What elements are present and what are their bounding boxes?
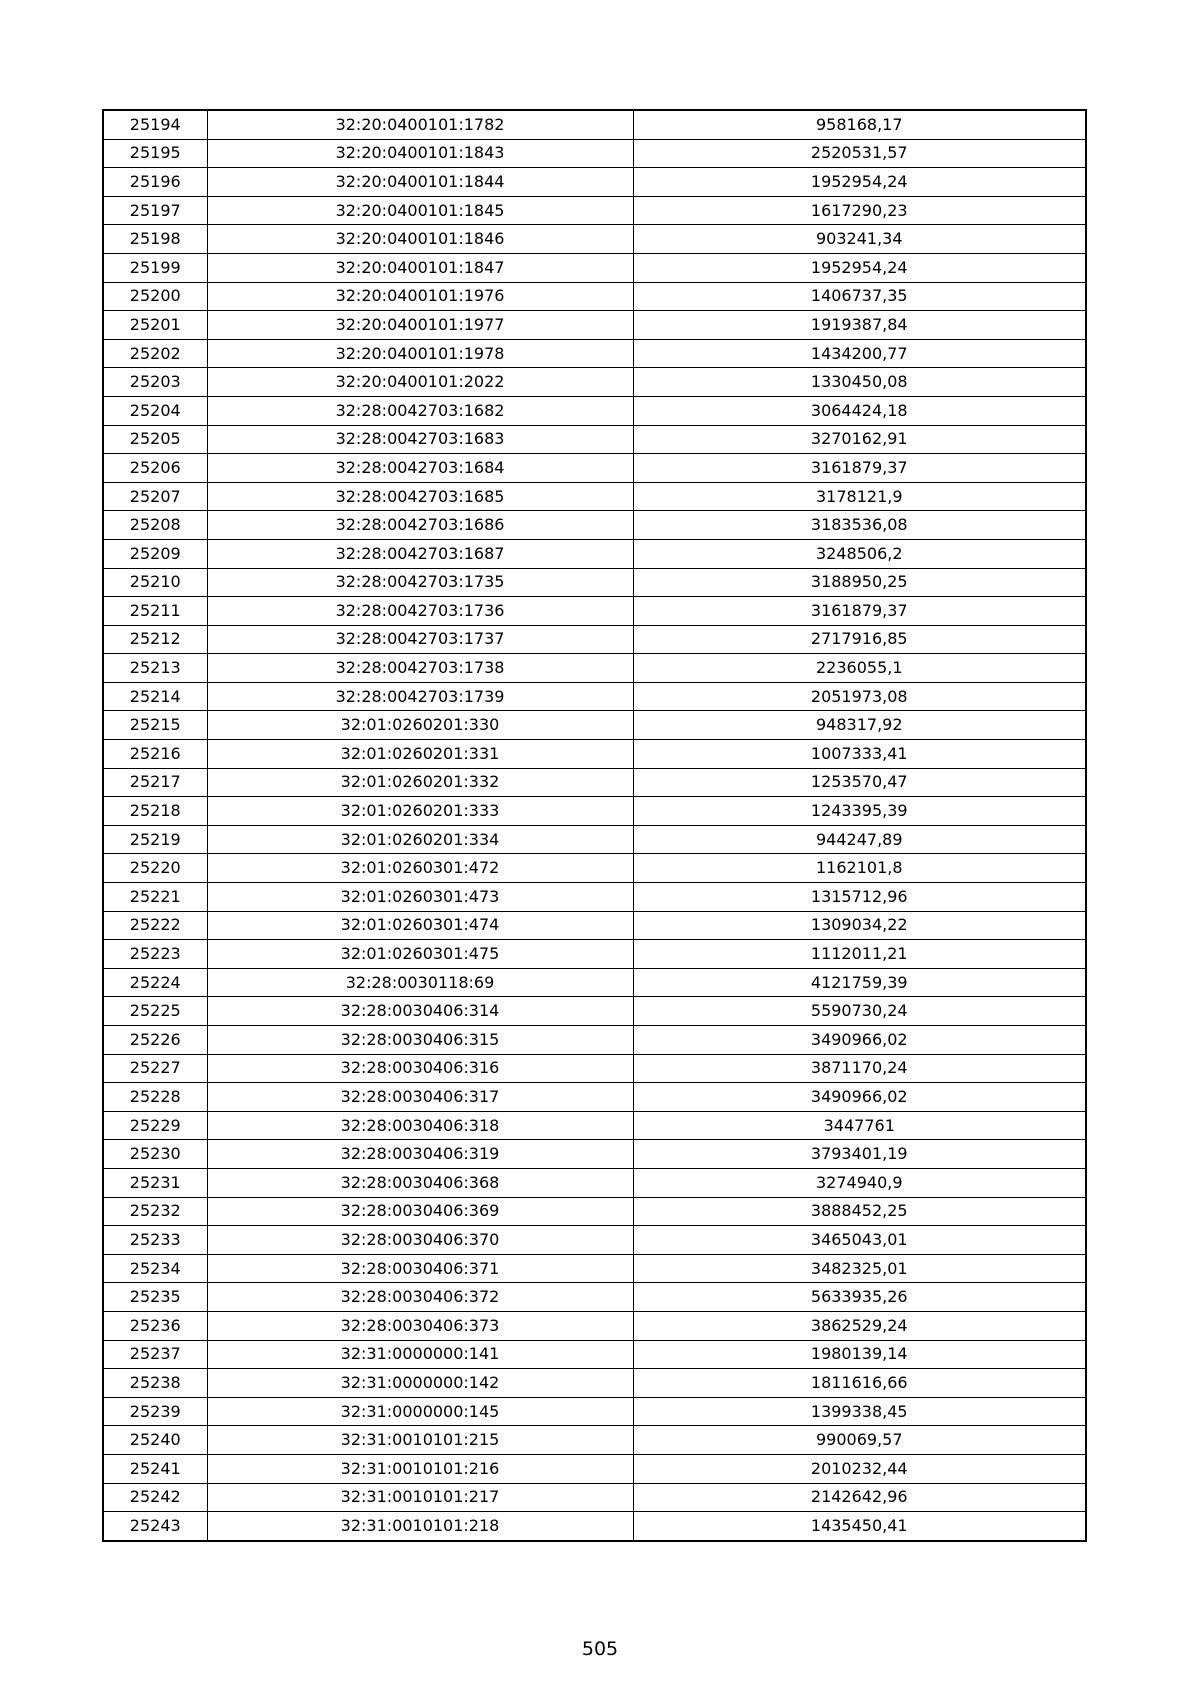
cadastral-value-cell: 1811616,66 <box>633 1369 1086 1398</box>
cadastral-value-cell: 3178121,9 <box>633 482 1086 511</box>
table-row <box>103 511 1086 540</box>
cadastral-value-cell: 1112011,21 <box>633 940 1086 969</box>
cadastral-value-cell: 3490966,02 <box>633 1026 1086 1055</box>
cadastral-number-cell: 32:31:0010101:217 <box>207 1483 633 1512</box>
cadastral-value-cell: 1406737,35 <box>633 282 1086 311</box>
cadastral-value-cell: 903241,34 <box>633 225 1086 254</box>
cadastral-value-cell: 1434200,77 <box>633 339 1086 368</box>
cadastral-number-cell: 32:31:0010101:218 <box>207 1512 633 1541</box>
cadastral-value-cell: 4121759,39 <box>633 968 1086 997</box>
row-number-cell: 25214 <box>103 682 207 711</box>
cadastral-value-cell: 3862529,24 <box>633 1311 1086 1340</box>
table-row <box>103 110 1086 139</box>
cadastral-number-cell: 32:31:0000000:145 <box>207 1397 633 1426</box>
row-number-cell: 25225 <box>103 997 207 1026</box>
row-number-cell: 25227 <box>103 1054 207 1083</box>
cadastral-number-cell: 32:20:0400101:1846 <box>207 225 633 254</box>
table-row <box>103 1369 1086 1398</box>
cadastral-value-cell: 1007333,41 <box>633 740 1086 769</box>
row-number-cell: 25198 <box>103 225 207 254</box>
row-number-cell: 25197 <box>103 196 207 225</box>
table-row <box>103 1311 1086 1340</box>
table-body <box>103 110 1086 1541</box>
cadastral-value-cell: 3161879,37 <box>633 597 1086 626</box>
cadastral-value-cell: 944247,89 <box>633 825 1086 854</box>
cadastral-value-cell: 1399338,45 <box>633 1397 1086 1426</box>
table-row <box>103 740 1086 769</box>
cadastral-number-cell: 32:20:0400101:1977 <box>207 311 633 340</box>
cadastral-value-cell: 3248506,2 <box>633 539 1086 568</box>
table-row <box>103 396 1086 425</box>
cadastral-number-cell: 32:28:0030406:370 <box>207 1226 633 1255</box>
row-number-cell: 25195 <box>103 139 207 168</box>
table-row <box>103 253 1086 282</box>
row-number-cell: 25213 <box>103 654 207 683</box>
cadastral-number-cell: 32:01:0260301:474 <box>207 911 633 940</box>
table-row <box>103 682 1086 711</box>
cadastral-number-cell: 32:28:0042703:1735 <box>207 568 633 597</box>
row-number-cell: 25218 <box>103 797 207 826</box>
cadastral-number-cell: 32:20:0400101:1847 <box>207 253 633 282</box>
table-row <box>103 911 1086 940</box>
table-row <box>103 1054 1086 1083</box>
cadastral-value-cell: 3274940,9 <box>633 1168 1086 1197</box>
table-row <box>103 1512 1086 1541</box>
row-number-cell: 25233 <box>103 1226 207 1255</box>
row-number-cell: 25238 <box>103 1369 207 1398</box>
cadastral-number-cell: 32:28:0030118:69 <box>207 968 633 997</box>
cadastral-number-cell: 32:28:0042703:1687 <box>207 539 633 568</box>
cadastral-number-cell: 32:20:0400101:1845 <box>207 196 633 225</box>
row-number-cell: 25194 <box>103 110 207 139</box>
row-number-cell: 25234 <box>103 1254 207 1283</box>
table-row <box>103 1254 1086 1283</box>
table-row <box>103 1483 1086 1512</box>
cadastral-value-cell: 3482325,01 <box>633 1254 1086 1283</box>
table-row <box>103 1083 1086 1112</box>
row-number-cell: 25242 <box>103 1483 207 1512</box>
table-row <box>103 196 1086 225</box>
row-number-cell: 25210 <box>103 568 207 597</box>
row-number-cell: 25237 <box>103 1340 207 1369</box>
cadastral-number-cell: 32:20:0400101:1844 <box>207 168 633 197</box>
table-row <box>103 225 1086 254</box>
cadastral-value-cell: 1980139,14 <box>633 1340 1086 1369</box>
row-number-cell: 25228 <box>103 1083 207 1112</box>
cadastral-number-cell: 32:01:0260301:473 <box>207 883 633 912</box>
row-number-cell: 25224 <box>103 968 207 997</box>
cadastral-number-cell: 32:28:0042703:1738 <box>207 654 633 683</box>
cadastral-value-cell: 3888452,25 <box>633 1197 1086 1226</box>
cadastral-number-cell: 32:20:0400101:1843 <box>207 139 633 168</box>
cadastral-value-cell: 3161879,37 <box>633 454 1086 483</box>
cadastral-number-cell: 32:28:0042703:1685 <box>207 482 633 511</box>
table-row <box>103 654 1086 683</box>
table-row <box>103 311 1086 340</box>
table-row <box>103 1226 1086 1255</box>
cadastral-number-cell: 32:01:0260201:330 <box>207 711 633 740</box>
row-number-cell: 25221 <box>103 883 207 912</box>
table-row <box>103 1140 1086 1169</box>
cadastral-number-cell: 32:31:0000000:142 <box>207 1369 633 1398</box>
row-number-cell: 25204 <box>103 396 207 425</box>
table-row <box>103 940 1086 969</box>
row-number-cell: 25220 <box>103 854 207 883</box>
table-row <box>103 968 1086 997</box>
row-number-cell: 25200 <box>103 282 207 311</box>
cadastral-number-cell: 32:28:0030406:371 <box>207 1254 633 1283</box>
cadastral-value-cell: 3188950,25 <box>633 568 1086 597</box>
row-number-cell: 25222 <box>103 911 207 940</box>
cadastral-number-cell: 32:31:0010101:215 <box>207 1426 633 1455</box>
row-number-cell: 25215 <box>103 711 207 740</box>
cadastral-number-cell: 32:01:0260201:332 <box>207 768 633 797</box>
cadastral-value-cell: 1952954,24 <box>633 168 1086 197</box>
cadastral-number-cell: 32:28:0030406:319 <box>207 1140 633 1169</box>
cadastral-value-cell: 3447761 <box>633 1111 1086 1140</box>
cadastral-number-cell: 32:28:0042703:1682 <box>207 396 633 425</box>
cadastral-value-cell: 1952954,24 <box>633 253 1086 282</box>
table-row <box>103 454 1086 483</box>
cadastral-value-cell: 2051973,08 <box>633 682 1086 711</box>
row-number-cell: 25217 <box>103 768 207 797</box>
row-number-cell: 25241 <box>103 1454 207 1483</box>
cadastral-value-cell: 5590730,24 <box>633 997 1086 1026</box>
row-number-cell: 25235 <box>103 1283 207 1312</box>
cadastral-number-cell: 32:28:0042703:1737 <box>207 625 633 654</box>
table-row <box>103 825 1086 854</box>
cadastral-value-cell: 990069,57 <box>633 1426 1086 1455</box>
cadastral-value-cell: 5633935,26 <box>633 1283 1086 1312</box>
table-row <box>103 139 1086 168</box>
cadastral-value-cell: 2717916,85 <box>633 625 1086 654</box>
row-number-cell: 25219 <box>103 825 207 854</box>
row-number-cell: 25202 <box>103 339 207 368</box>
cadastral-number-cell: 32:01:0260301:472 <box>207 854 633 883</box>
row-number-cell: 25230 <box>103 1140 207 1169</box>
row-number-cell: 25203 <box>103 368 207 397</box>
row-number-cell: 25206 <box>103 454 207 483</box>
cadastral-value-cell: 2010232,44 <box>633 1454 1086 1483</box>
cadastral-value-cell: 1243395,39 <box>633 797 1086 826</box>
cadastral-value-cell: 3270162,91 <box>633 425 1086 454</box>
table-row <box>103 539 1086 568</box>
cadastral-number-cell: 32:28:0030406:317 <box>207 1083 633 1112</box>
cadastral-number-cell: 32:01:0260201:334 <box>207 825 633 854</box>
table-row <box>103 425 1086 454</box>
table-row <box>103 883 1086 912</box>
table-row <box>103 482 1086 511</box>
cadastral-number-cell: 32:20:0400101:1782 <box>207 110 633 139</box>
table-row <box>103 1397 1086 1426</box>
table-row <box>103 168 1086 197</box>
page-number: 505 <box>581 1638 619 1660</box>
row-number-cell: 25236 <box>103 1311 207 1340</box>
cadastral-number-cell: 32:01:0260201:333 <box>207 797 633 826</box>
cadastral-value-table <box>102 109 1087 1542</box>
cadastral-value-cell: 958168,17 <box>633 110 1086 139</box>
row-number-cell: 25229 <box>103 1111 207 1140</box>
cadastral-number-cell: 32:28:0042703:1736 <box>207 597 633 626</box>
row-number-cell: 25196 <box>103 168 207 197</box>
cadastral-value-cell: 3064424,18 <box>633 396 1086 425</box>
cadastral-number-cell: 32:28:0030406:316 <box>207 1054 633 1083</box>
row-number-cell: 25212 <box>103 625 207 654</box>
table-row <box>103 997 1086 1026</box>
cadastral-number-cell: 32:28:0042703:1684 <box>207 454 633 483</box>
cadastral-value-cell: 1315712,96 <box>633 883 1086 912</box>
table-row <box>103 768 1086 797</box>
cadastral-number-cell: 32:28:0030406:373 <box>207 1311 633 1340</box>
table-row <box>103 1111 1086 1140</box>
row-number-cell: 25239 <box>103 1397 207 1426</box>
row-number-cell: 25231 <box>103 1168 207 1197</box>
row-number-cell: 25223 <box>103 940 207 969</box>
cadastral-value-cell: 1330450,08 <box>633 368 1086 397</box>
table-row <box>103 1283 1086 1312</box>
table-row <box>103 568 1086 597</box>
cadastral-value-cell: 1162101,8 <box>633 854 1086 883</box>
row-number-cell: 25208 <box>103 511 207 540</box>
table-row <box>103 1197 1086 1226</box>
cadastral-number-cell: 32:28:0030406:372 <box>207 1283 633 1312</box>
row-number-cell: 25199 <box>103 253 207 282</box>
cadastral-value-cell: 2520531,57 <box>633 139 1086 168</box>
table-row <box>103 339 1086 368</box>
cadastral-value-cell: 3871170,24 <box>633 1054 1086 1083</box>
cadastral-value-cell: 3793401,19 <box>633 1140 1086 1169</box>
table-row <box>103 282 1086 311</box>
row-number-cell: 25240 <box>103 1426 207 1455</box>
row-number-cell: 25205 <box>103 425 207 454</box>
cadastral-number-cell: 32:28:0030406:314 <box>207 997 633 1026</box>
cadastral-number-cell: 32:28:0030406:369 <box>207 1197 633 1226</box>
cadastral-number-cell: 32:28:0030406:318 <box>207 1111 633 1140</box>
row-number-cell: 25232 <box>103 1197 207 1226</box>
cadastral-number-cell: 32:20:0400101:2022 <box>207 368 633 397</box>
table-row <box>103 597 1086 626</box>
cadastral-number-cell: 32:28:0030406:315 <box>207 1026 633 1055</box>
cadastral-value-cell: 1309034,22 <box>633 911 1086 940</box>
cadastral-number-cell: 32:20:0400101:1978 <box>207 339 633 368</box>
cadastral-value-cell: 948317,92 <box>633 711 1086 740</box>
row-number-cell: 25211 <box>103 597 207 626</box>
cadastral-number-cell: 32:31:0010101:216 <box>207 1454 633 1483</box>
row-number-cell: 25209 <box>103 539 207 568</box>
cadastral-number-cell: 32:20:0400101:1976 <box>207 282 633 311</box>
cadastral-value-cell: 2236055,1 <box>633 654 1086 683</box>
row-number-cell: 25216 <box>103 740 207 769</box>
cadastral-value-cell: 1919387,84 <box>633 311 1086 340</box>
cadastral-value-cell: 3183536,08 <box>633 511 1086 540</box>
cadastral-number-cell: 32:01:0260201:331 <box>207 740 633 769</box>
table-row <box>103 1168 1086 1197</box>
cadastral-number-cell: 32:31:0000000:141 <box>207 1340 633 1369</box>
table-row <box>103 368 1086 397</box>
table-row <box>103 1340 1086 1369</box>
cadastral-number-cell: 32:28:0030406:368 <box>207 1168 633 1197</box>
table-row <box>103 854 1086 883</box>
row-number-cell: 25201 <box>103 311 207 340</box>
cadastral-number-cell: 32:28:0042703:1683 <box>207 425 633 454</box>
cadastral-number-cell: 32:28:0042703:1739 <box>207 682 633 711</box>
cadastral-value-cell: 1253570,47 <box>633 768 1086 797</box>
cadastral-value-cell: 3490966,02 <box>633 1083 1086 1112</box>
table-row <box>103 625 1086 654</box>
cadastral-number-cell: 32:01:0260301:475 <box>207 940 633 969</box>
table-row <box>103 711 1086 740</box>
cadastral-value-cell: 1435450,41 <box>633 1512 1086 1541</box>
row-number-cell: 25207 <box>103 482 207 511</box>
cadastral-value-cell: 3465043,01 <box>633 1226 1086 1255</box>
table-row <box>103 1454 1086 1483</box>
table-row <box>103 1426 1086 1455</box>
cadastral-value-cell: 2142642,96 <box>633 1483 1086 1512</box>
table-row <box>103 1026 1086 1055</box>
cadastral-value-cell: 1617290,23 <box>633 196 1086 225</box>
row-number-cell: 25243 <box>103 1512 207 1541</box>
cadastral-number-cell: 32:28:0042703:1686 <box>207 511 633 540</box>
row-number-cell: 25226 <box>103 1026 207 1055</box>
table-row <box>103 797 1086 826</box>
